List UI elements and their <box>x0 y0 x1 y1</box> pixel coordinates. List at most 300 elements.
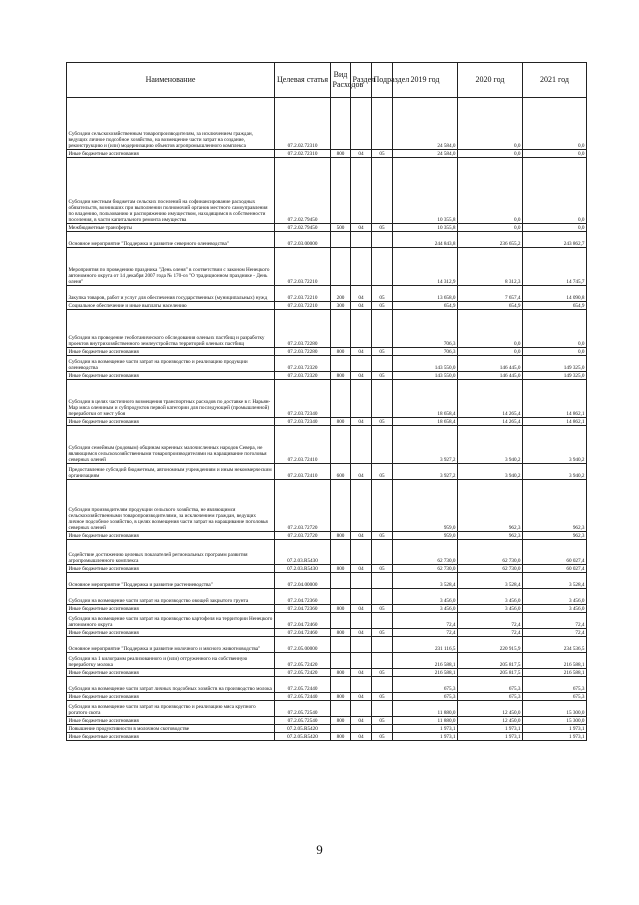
row-subsection: 05 <box>372 302 393 310</box>
row-value-2019: 10 355,8 <box>393 224 458 232</box>
row-expense-type <box>331 232 351 248</box>
row-expense-type <box>331 540 351 565</box>
row-expense-type: 500 <box>331 224 351 232</box>
row-section <box>351 653 372 669</box>
row-value-2021: 1 973,1 <box>523 725 587 733</box>
row-target-article: 07.2.05.72420 <box>275 669 331 677</box>
row-target-article: 07.2.04.72360 <box>275 605 331 613</box>
row-value-2020: 0,0 <box>458 98 523 150</box>
table-row <box>67 286 587 302</box>
row-value-2021: 0,0 <box>523 98 587 150</box>
table-row <box>67 605 587 613</box>
row-value-2020: 14 265,4 <box>458 380 523 418</box>
row-section: 04 <box>351 348 372 356</box>
row-value-2021: 149 325,0 <box>523 372 587 380</box>
row-value-2020: 146 445,0 <box>458 356 523 372</box>
row-subsection <box>372 677 393 693</box>
table-header-row <box>67 63 587 98</box>
row-value-2021: 3 456,0 <box>523 605 587 613</box>
row-name: Субсидии семейным (родовым) общинам коренных малочисленных народов Севера, не являющимся сельскохозяйственными товаропроизводителями на наращивание поголовья северных оленей <box>67 426 275 464</box>
row-target-article: 07.2.02.72310 <box>275 98 331 150</box>
row-value-2020: 12 450,0 <box>458 717 523 725</box>
row-value-2020: 0,0 <box>458 158 523 224</box>
table-row <box>67 677 587 693</box>
row-subsection <box>372 613 393 629</box>
row-subsection <box>372 248 393 286</box>
row-name: Иные бюджетные ассигнования <box>67 693 275 701</box>
row-value-2020: 0,0 <box>458 224 523 232</box>
row-value-2019: 11 880,0 <box>393 701 458 717</box>
row-expense-type <box>331 589 351 605</box>
row-subsection <box>372 232 393 248</box>
row-target-article: 07.2.05.R5420 <box>275 733 331 741</box>
row-value-2019: 216 588,1 <box>393 669 458 677</box>
row-value-2021: 962,3 <box>523 480 587 532</box>
row-target-article: 07.2.05.72540 <box>275 701 331 717</box>
row-target-article: 07.2.03.72280 <box>275 348 331 356</box>
table-row <box>67 532 587 540</box>
row-name: Субсидии производителям продукции сельского хозяйства, не являющимся сельскохозяйственными товаропроизводителями, за исключением граждан, ведущих личное подсобное хозяйство, в целях возмещения части затрат на наращивание поголовья северных оленей <box>67 480 275 532</box>
row-name: Субсидии на проведение геоботанического обследования оленьих пастбищ и разработку проектов внутрихозяйственного землеустройства территорий оленьих пастбищ <box>67 310 275 348</box>
row-value-2019: 1 973,1 <box>393 725 458 733</box>
row-value-2020: 236 655,2 <box>458 232 523 248</box>
table-row <box>67 380 587 418</box>
row-value-2019: 13 658,0 <box>393 286 458 302</box>
row-section: 04 <box>351 565 372 573</box>
row-expense-type <box>331 677 351 693</box>
header-year-2020: 2020 год <box>458 63 523 98</box>
table-row <box>67 565 587 573</box>
row-value-2019: 3 927,2 <box>393 426 458 464</box>
page-number: 9 <box>316 842 323 857</box>
row-expense-type: 800 <box>331 150 351 158</box>
row-target-article: 07.2.03.72340 <box>275 418 331 426</box>
row-expense-type: 800 <box>331 669 351 677</box>
table-row <box>67 669 587 677</box>
row-name: Межбюджетные трансферты <box>67 224 275 232</box>
row-target-article: 07.2.03.72320 <box>275 372 331 380</box>
row-target-article: 07.2.03.72720 <box>275 480 331 532</box>
row-value-2019: 959,0 <box>393 480 458 532</box>
budget-table <box>66 62 587 741</box>
row-value-2020: 7 657,4 <box>458 286 523 302</box>
row-expense-type <box>331 725 351 733</box>
row-value-2021: 3 456,0 <box>523 589 587 605</box>
row-value-2021: 234 536,5 <box>523 637 587 653</box>
table-row <box>67 717 587 725</box>
row-value-2020: 8 312,3 <box>458 248 523 286</box>
table-row <box>67 224 587 232</box>
row-target-article: 07.2.03.72210 <box>275 248 331 286</box>
row-target-article: 07.2.03.72210 <box>275 286 331 302</box>
row-expense-type: 800 <box>331 733 351 741</box>
table-row <box>67 356 587 372</box>
row-subsection: 05 <box>372 605 393 613</box>
row-expense-type <box>331 426 351 464</box>
row-section <box>351 573 372 589</box>
row-expense-type: 800 <box>331 605 351 613</box>
row-section <box>351 613 372 629</box>
row-subsection <box>372 540 393 565</box>
table-row <box>67 589 587 605</box>
row-section: 04 <box>351 418 372 426</box>
row-value-2020: 62 730,0 <box>458 540 523 565</box>
row-subsection: 05 <box>372 372 393 380</box>
row-value-2019: 1 973,1 <box>393 733 458 741</box>
row-value-2019: 18 658,4 <box>393 418 458 426</box>
row-name: Закупка товаров, работ и услуг для обеспечения государственных (муниципальных) нужд <box>67 286 275 302</box>
row-target-article: 07.2.04.72460 <box>275 629 331 637</box>
row-name: Иные бюджетные ассигнования <box>67 605 275 613</box>
row-section <box>351 380 372 418</box>
row-expense-type <box>331 158 351 224</box>
row-value-2021: 72,4 <box>523 613 587 629</box>
table-row <box>67 158 587 224</box>
row-value-2019: 706,3 <box>393 310 458 348</box>
row-value-2021: 3 940,2 <box>523 464 587 480</box>
row-name: Субсидии на возмещение части затрат на производство и реализацию мяса крупного рогатого скота <box>67 701 275 717</box>
row-section: 04 <box>351 669 372 677</box>
row-value-2020: 1 973,1 <box>458 733 523 741</box>
header-target-article: Целевая статья <box>275 63 331 98</box>
row-subsection <box>372 653 393 669</box>
row-target-article: 07.2.03.72720 <box>275 532 331 540</box>
row-subsection <box>372 701 393 717</box>
row-expense-type <box>331 248 351 286</box>
row-target-article: 07.2.03.72410 <box>275 464 331 480</box>
row-target-article: 07.2.03.72320 <box>275 356 331 372</box>
row-subsection: 05 <box>372 629 393 637</box>
row-expense-type: 800 <box>331 717 351 725</box>
table-row <box>67 637 587 653</box>
row-target-article: 07.2.05.72440 <box>275 677 331 693</box>
table-row <box>67 426 587 464</box>
row-target-article: 07.2.03.72340 <box>275 380 331 418</box>
row-expense-type: 800 <box>331 629 351 637</box>
header-subsection: Подраздел <box>372 63 393 98</box>
row-target-article: 07.2.03.00000 <box>275 232 331 248</box>
row-target-article: 07.2.05.R5420 <box>275 725 331 733</box>
table-row <box>67 232 587 248</box>
row-value-2021: 675,3 <box>523 677 587 693</box>
row-value-2019: 11 880,0 <box>393 717 458 725</box>
row-section <box>351 725 372 733</box>
row-expense-type <box>331 701 351 717</box>
row-subsection: 05 <box>372 717 393 725</box>
row-name: Содействие достижению целевых показателей региональных программ развития агропромышленного комплекса <box>67 540 275 565</box>
table-row <box>67 348 587 356</box>
row-subsection <box>372 426 393 464</box>
row-name: Субсидии сельскохозяйственным товаропроизводителям, за исключением граждан, ведущих личное подсобное хозяйство, на возмещение части затрат на создание, реконструкцию и (или) модернизацию объектов агропромышленного комплекса <box>67 98 275 150</box>
row-value-2021: 3 528,4 <box>523 573 587 589</box>
row-value-2020: 675,3 <box>458 677 523 693</box>
row-value-2019: 3 456,0 <box>393 589 458 605</box>
table-row <box>67 540 587 565</box>
row-value-2020: 0,0 <box>458 150 523 158</box>
row-section <box>351 310 372 348</box>
row-value-2020: 12 450,0 <box>458 701 523 717</box>
row-section: 04 <box>351 302 372 310</box>
row-value-2021: 60 027,4 <box>523 565 587 573</box>
row-value-2020: 962,3 <box>458 532 523 540</box>
row-name: Субсидии на возмещение части затрат на производство овощей закрытого грунта <box>67 589 275 605</box>
row-value-2019: 654,9 <box>393 302 458 310</box>
row-section <box>351 677 372 693</box>
table-row <box>67 150 587 158</box>
table-row <box>67 629 587 637</box>
row-section <box>351 540 372 565</box>
row-value-2020: 3 456,0 <box>458 605 523 613</box>
row-value-2020: 3 940,2 <box>458 464 523 480</box>
row-value-2021: 962,3 <box>523 532 587 540</box>
row-target-article: 07.2.02.79450 <box>275 158 331 224</box>
row-value-2020: 205 817,5 <box>458 653 523 669</box>
row-value-2020: 3 456,0 <box>458 589 523 605</box>
row-subsection <box>372 589 393 605</box>
row-value-2019: 706,3 <box>393 348 458 356</box>
row-name: Иные бюджетные ассигнования <box>67 669 275 677</box>
table-row <box>67 613 587 629</box>
row-subsection <box>372 725 393 733</box>
row-target-article: 07.2.05.72540 <box>275 717 331 725</box>
row-value-2021: 14 090,8 <box>523 286 587 302</box>
row-section: 04 <box>351 464 372 480</box>
row-subsection: 05 <box>372 565 393 573</box>
row-expense-type <box>331 310 351 348</box>
budget-document <box>66 62 586 741</box>
row-section <box>351 589 372 605</box>
table-row <box>67 248 587 286</box>
table-row <box>67 725 587 733</box>
row-name: Иные бюджетные ассигнования <box>67 348 275 356</box>
row-subsection: 05 <box>372 224 393 232</box>
table-row <box>67 372 587 380</box>
row-value-2019: 959,0 <box>393 532 458 540</box>
row-section <box>351 426 372 464</box>
row-value-2021: 14 745,7 <box>523 248 587 286</box>
row-value-2020: 220 915,9 <box>458 637 523 653</box>
row-value-2021: 14 862,1 <box>523 418 587 426</box>
header-section: Раздел <box>351 63 372 98</box>
table-row <box>67 98 587 150</box>
row-subsection: 05 <box>372 464 393 480</box>
row-name: Мероприятия по проведению праздника "День оленя" в соответствии с законом Ненецкого автономного округа от 14 декабря 2007 года № 170-оз "О традиционном празднике - День оленя" <box>67 248 275 286</box>
row-value-2021: 1 973,1 <box>523 733 587 741</box>
row-subsection <box>372 356 393 372</box>
table-row <box>67 480 587 532</box>
row-value-2019: 10 355,8 <box>393 158 458 224</box>
row-target-article: 07.2.02.72310 <box>275 150 331 158</box>
row-name: Основное мероприятие "Поддержка и развитие растениеводства" <box>67 573 275 589</box>
row-section <box>351 701 372 717</box>
row-expense-type <box>331 573 351 589</box>
row-section <box>351 356 372 372</box>
row-expense-type: 800 <box>331 693 351 701</box>
table-row <box>67 573 587 589</box>
row-subsection: 05 <box>372 532 393 540</box>
table-row <box>67 302 587 310</box>
row-value-2021: 60 027,4 <box>523 540 587 565</box>
row-target-article: 07.2.05.72440 <box>275 693 331 701</box>
row-name: Основное мероприятие "Поддержка и развитие северного оленеводства" <box>67 232 275 248</box>
row-name: Субсидии на возмещение части затрат на производство картофеля на территории Ненецкого автономного округа <box>67 613 275 629</box>
row-name: Субсидии на 1 килограмм реализованного и (или) отгруженного на собственную переработку молока <box>67 653 275 669</box>
row-name: Субсидии на возмещение части затрат на производство и реализацию продукции оленеводства <box>67 356 275 372</box>
row-section <box>351 248 372 286</box>
row-expense-type: 800 <box>331 565 351 573</box>
table-row <box>67 693 587 701</box>
row-value-2019: 24 584,0 <box>393 150 458 158</box>
row-value-2020: 62 730,0 <box>458 565 523 573</box>
row-name: Субсидии местным бюджетам сельских поселений на софинансирование расходных обязательств, возникших при выполнении полномочий органов местного самоуправления по владению, пользованию и распоряжению имуществом, находящимся в собственности поселения, в части капитального ремонта имущества <box>67 158 275 224</box>
row-value-2019: 675,3 <box>393 677 458 693</box>
row-section: 04 <box>351 629 372 637</box>
row-section: 04 <box>351 286 372 302</box>
row-section: 04 <box>351 605 372 613</box>
row-subsection <box>372 637 393 653</box>
row-target-article: 07.2.03.R5430 <box>275 565 331 573</box>
table-row <box>67 418 587 426</box>
row-section: 04 <box>351 224 372 232</box>
row-value-2021: 216 588,1 <box>523 653 587 669</box>
row-section: 04 <box>351 693 372 701</box>
row-value-2019: 216 588,1 <box>393 653 458 669</box>
row-target-article: 07.2.04.00000 <box>275 573 331 589</box>
row-subsection <box>372 380 393 418</box>
table-row <box>67 701 587 717</box>
table-row <box>67 464 587 480</box>
row-value-2021: 0,0 <box>523 310 587 348</box>
row-value-2020: 675,3 <box>458 693 523 701</box>
row-value-2019: 3 456,0 <box>393 605 458 613</box>
row-value-2021: 3 940,2 <box>523 426 587 464</box>
row-subsection: 05 <box>372 150 393 158</box>
row-value-2020: 72,4 <box>458 629 523 637</box>
row-expense-type: 600 <box>331 464 351 480</box>
row-subsection: 05 <box>372 418 393 426</box>
row-value-2021: 243 862,7 <box>523 232 587 248</box>
row-value-2019: 143 550,0 <box>393 372 458 380</box>
row-target-article: 07.2.03.72410 <box>275 426 331 464</box>
row-value-2020: 146 445,0 <box>458 372 523 380</box>
row-expense-type: 800 <box>331 418 351 426</box>
row-expense-type <box>331 380 351 418</box>
row-subsection <box>372 98 393 150</box>
row-value-2020: 3 528,4 <box>458 573 523 589</box>
row-expense-type: 800 <box>331 372 351 380</box>
row-value-2021: 72,4 <box>523 629 587 637</box>
row-expense-type: 200 <box>331 286 351 302</box>
row-section: 04 <box>351 150 372 158</box>
row-name: Субсидии на возмещение части затрат личных подсобных хозяйств на производство молока <box>67 677 275 693</box>
row-target-article: 07.2.02.79450 <box>275 224 331 232</box>
row-name: Иные бюджетные ассигнования <box>67 372 275 380</box>
row-value-2019: 72,4 <box>393 629 458 637</box>
row-value-2020: 962,3 <box>458 480 523 532</box>
row-section <box>351 98 372 150</box>
row-target-article: 07.2.05.72420 <box>275 653 331 669</box>
row-expense-type <box>331 653 351 669</box>
row-subsection: 05 <box>372 348 393 356</box>
row-expense-type <box>331 356 351 372</box>
row-expense-type: 800 <box>331 532 351 540</box>
table-row <box>67 310 587 348</box>
row-value-2021: 0,0 <box>523 158 587 224</box>
row-subsection: 05 <box>372 693 393 701</box>
row-section: 04 <box>351 717 372 725</box>
row-name: Социальное обеспечение и иные выплаты населению <box>67 302 275 310</box>
row-expense-type <box>331 98 351 150</box>
row-expense-type <box>331 613 351 629</box>
header-name: Наименование <box>67 63 275 98</box>
row-value-2019: 244 843,8 <box>393 232 458 248</box>
row-value-2021: 149 325,0 <box>523 356 587 372</box>
row-value-2020: 0,0 <box>458 348 523 356</box>
row-name: Предоставление субсидий бюджетным, автономным учреждениям и иным некоммерческим организациям <box>67 464 275 480</box>
row-subsection <box>372 310 393 348</box>
row-target-article: 07.2.03.72280 <box>275 310 331 348</box>
row-section <box>351 232 372 248</box>
row-expense-type: 300 <box>331 302 351 310</box>
row-subsection: 05 <box>372 733 393 741</box>
row-name: Иные бюджетные ассигнования <box>67 418 275 426</box>
row-value-2019: 72,4 <box>393 613 458 629</box>
row-target-article: 07.2.04.72460 <box>275 613 331 629</box>
row-value-2020: 72,4 <box>458 613 523 629</box>
row-value-2021: 0,0 <box>523 348 587 356</box>
row-name: Иные бюджетные ассигнования <box>67 532 275 540</box>
row-expense-type <box>331 480 351 532</box>
row-subsection <box>372 573 393 589</box>
row-value-2020: 3 940,2 <box>458 426 523 464</box>
row-value-2019: 24 584,0 <box>393 98 458 150</box>
table-body <box>67 98 587 741</box>
row-value-2020: 0,0 <box>458 310 523 348</box>
row-expense-type <box>331 637 351 653</box>
row-value-2021: 0,0 <box>523 150 587 158</box>
row-subsection: 05 <box>372 286 393 302</box>
row-name: Повышение продуктивности в молочном скотоводстве <box>67 725 275 733</box>
row-value-2020: 1 973,1 <box>458 725 523 733</box>
row-section <box>351 637 372 653</box>
row-value-2019: 14 312,9 <box>393 248 458 286</box>
row-value-2019: 62 730,0 <box>393 540 458 565</box>
row-value-2021: 14 862,1 <box>523 380 587 418</box>
row-subsection: 05 <box>372 669 393 677</box>
row-section <box>351 480 372 532</box>
row-name: Субсидии в целях частичного возмещения транспортных расходов по доставке в г. Нарьян-Мар мяса олениным и субпродуктов первой категории для последующей (промышленной) переработки от мест убоя <box>67 380 275 418</box>
row-subsection <box>372 158 393 224</box>
row-value-2021: 0,0 <box>523 224 587 232</box>
header-year-2019: 2019 год <box>393 63 458 98</box>
row-value-2021: 675,3 <box>523 693 587 701</box>
row-value-2019: 3 927,2 <box>393 464 458 480</box>
row-value-2019: 231 116,5 <box>393 637 458 653</box>
row-value-2021: 15 300,0 <box>523 701 587 717</box>
table-row <box>67 653 587 669</box>
row-value-2021: 654,9 <box>523 302 587 310</box>
header-expense-type: Вид Расходов <box>331 63 351 98</box>
row-name: Иные бюджетные ассигнования <box>67 150 275 158</box>
row-value-2019: 3 528,4 <box>393 573 458 589</box>
row-name: Основное мероприятие "Поддержка и развитие молочного и мясного животноводства" <box>67 637 275 653</box>
row-value-2019: 62 730,0 <box>393 565 458 573</box>
row-value-2020: 654,9 <box>458 302 523 310</box>
row-value-2021: 15 300,0 <box>523 717 587 725</box>
row-section: 04 <box>351 532 372 540</box>
row-value-2019: 18 658,4 <box>393 380 458 418</box>
row-name: Иные бюджетные ассигнования <box>67 733 275 741</box>
